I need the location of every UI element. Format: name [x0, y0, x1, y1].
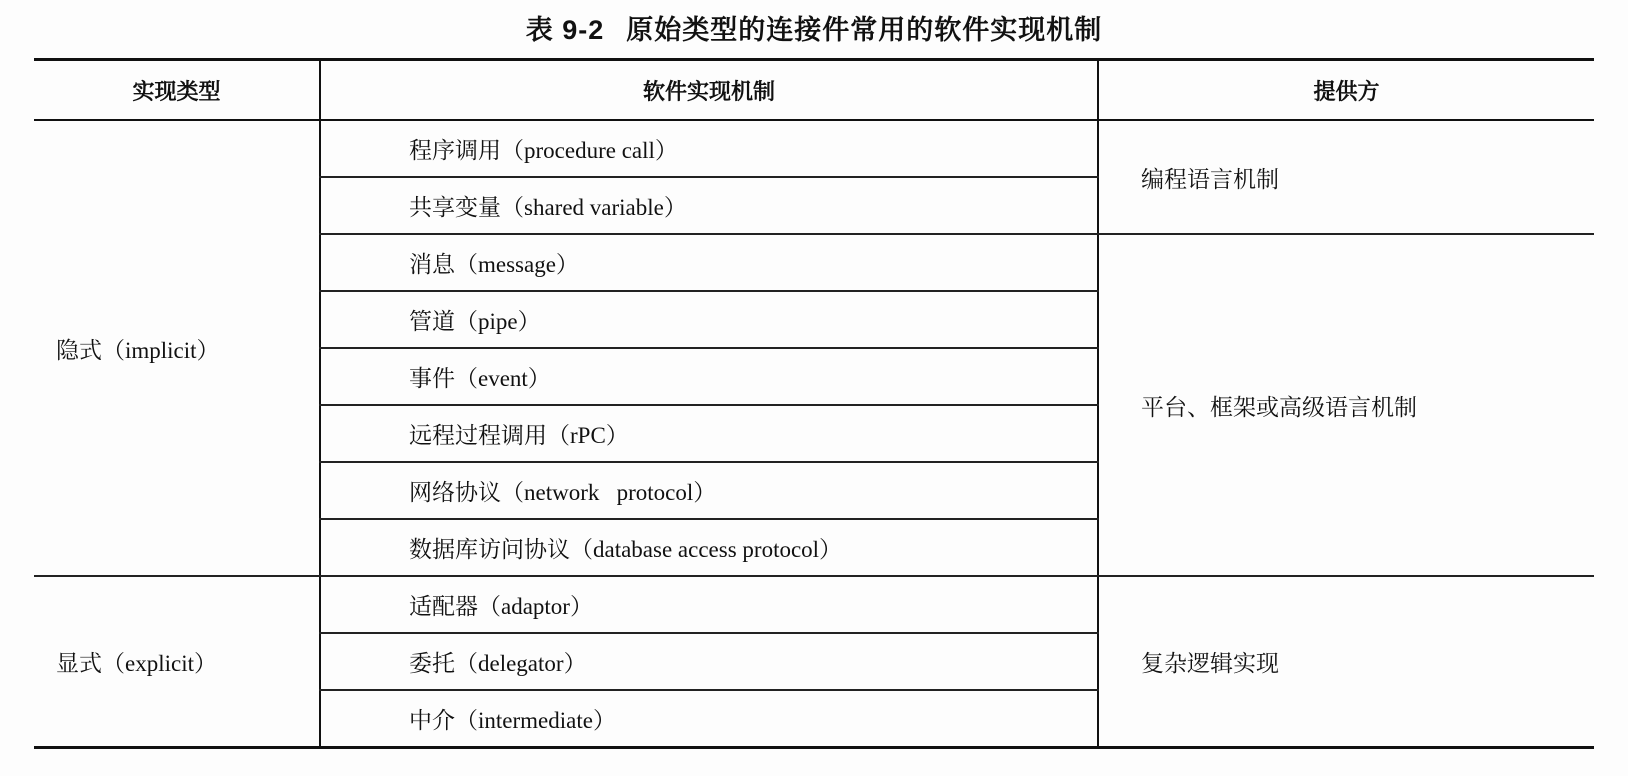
mechanism-cell: 共享变量（shared variable）: [320, 177, 1098, 234]
table-caption: [0, 8, 1628, 47]
mechanism-cell: 程序调用（procedure call）: [320, 120, 1098, 177]
table-title: 原始类型的连接件常用的软件实现机制: [626, 15, 1103, 45]
header-row: [34, 60, 1594, 121]
mechanism-cell: 适配器（adaptor）: [320, 576, 1098, 633]
provider-cell: 平台、框架或高级语言机制: [1098, 234, 1594, 576]
provider-cell: 编程语言机制: [1098, 120, 1594, 234]
header-provider: 提供方: [1098, 60, 1594, 121]
mechanism-cell: 网络协议（network protocol）: [320, 462, 1098, 519]
mechanism-cell: 委托（delegator）: [320, 633, 1098, 690]
header-implementation-type: 实现类型: [34, 60, 320, 121]
table-row: [34, 576, 1594, 633]
mechanism-cell: 数据库访问协议（database access protocol）: [320, 519, 1098, 576]
mechanism-cell: 管道（pipe）: [320, 291, 1098, 348]
type-cell-implicit: 隐式（implicit）: [34, 120, 320, 576]
header-software-mechanism: 软件实现机制: [320, 60, 1098, 121]
table-row: [34, 120, 1594, 177]
mechanism-cell: 事件（event）: [320, 348, 1098, 405]
table-number: 表 9-2: [525, 15, 605, 45]
type-cell-explicit: 显式（explicit）: [56, 651, 217, 676]
mechanism-cell: 消息（message）: [320, 234, 1098, 291]
mechanism-cell: 远程过程调用（rPC）: [320, 405, 1098, 462]
connector-mechanism-table: [34, 58, 1594, 749]
provider-cell: 复杂逻辑实现: [1141, 651, 1279, 676]
mechanism-cell: 中介（intermediate）: [320, 690, 1098, 748]
